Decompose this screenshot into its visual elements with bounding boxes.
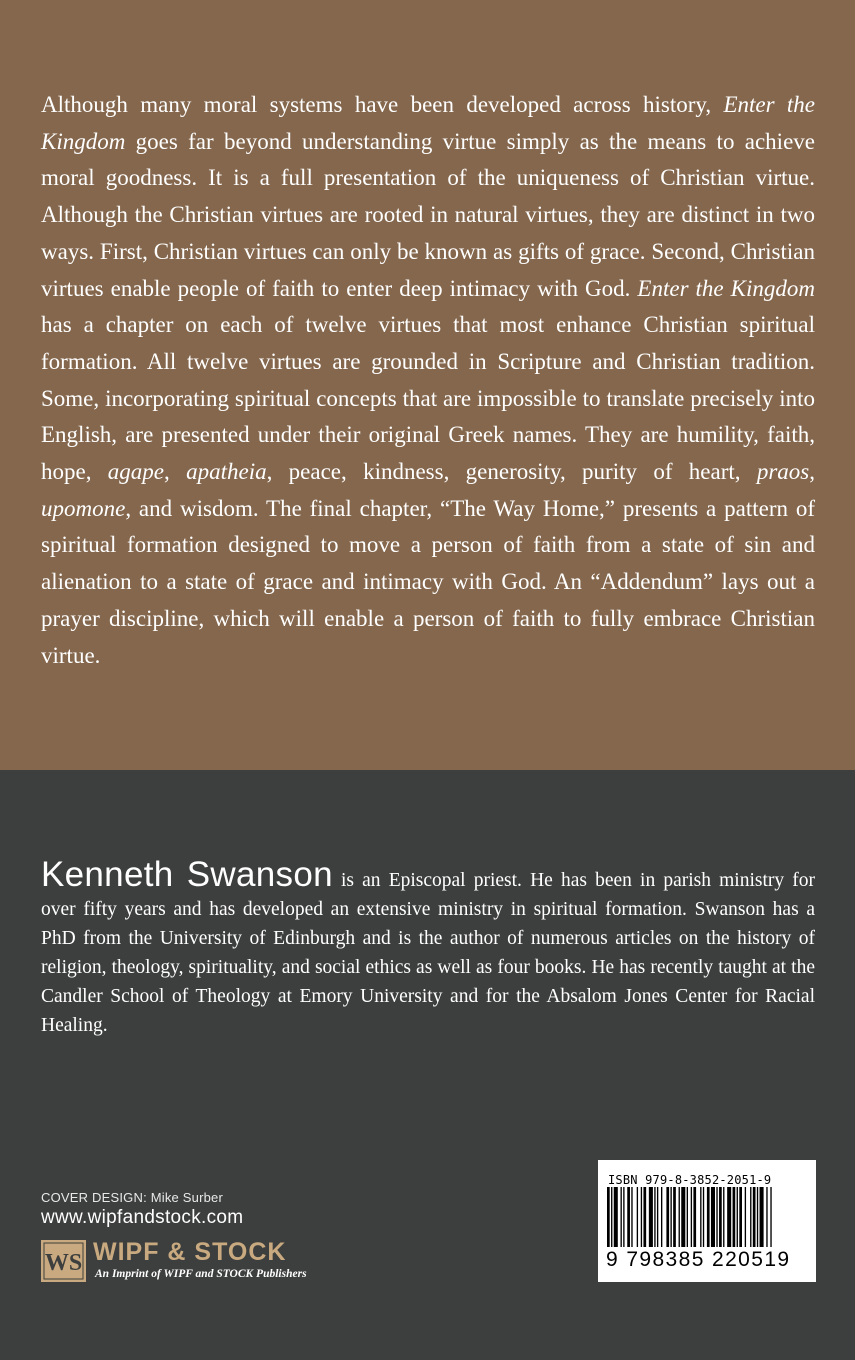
barcode-bar	[711, 1187, 715, 1247]
blurb-text-2: goes far beyond understanding virtue simply as the means to achieve moral goodness. It is a full presentation of the uniqueness of Christian virtue. Although the Christian virtues are rooted in natural virtues, they are distinct in two ways. First, Christian virtues can only be known as gifts of grace. Second, Christian virtues enable people of faith to enter deep intimacy with God.	[41, 128, 815, 301]
greek-term-agape: agape	[107, 459, 165, 485]
book-description	[41, 87, 815, 674]
barcode-bar	[760, 1187, 764, 1247]
barcode-bar	[693, 1187, 696, 1247]
barcode-bar	[733, 1187, 736, 1247]
barcode-bar	[654, 1187, 655, 1247]
barcode-bar	[623, 1187, 624, 1247]
barcode-bar	[611, 1187, 612, 1247]
cover-design-label: COVER DESIGN:	[41, 1190, 147, 1205]
barcode-bar	[643, 1187, 646, 1247]
barcode-bar	[679, 1187, 680, 1247]
barcode-bar	[641, 1187, 642, 1247]
blurb-text-5: , and wisdom. The final chapter, “The Way Home,” presents a pattern of spiritual formation designed to move a person of faith from a state of sin and alienation to a state of grace and intimacy with God. An “Addendum” lays out a prayer discipline, which will enable a person of faith to fully embrace Christian virtue.	[41, 495, 815, 668]
barcode-bar	[727, 1187, 731, 1247]
publisher-website: www.wipfandstock.com	[41, 1207, 244, 1228]
barcode-bar	[723, 1187, 724, 1247]
barcode-bar	[649, 1187, 653, 1247]
barcode-digits: 9 798385 220519	[606, 1248, 791, 1271]
barcode-bar	[661, 1187, 662, 1247]
barcode-bar	[681, 1187, 685, 1247]
cover-designer-name: Mike Surber	[146, 1190, 223, 1205]
barcode-bar	[621, 1187, 622, 1247]
barcode-bar	[757, 1187, 758, 1247]
author-name: Kenneth Swanson	[41, 855, 333, 894]
isbn-label: ISBN 979-8-3852-2051-9	[608, 1173, 772, 1187]
blurb-text-1: Although many moral systems have been developed across history,	[41, 92, 724, 117]
barcode-bar	[614, 1187, 618, 1247]
wipf-stock-logo-icon	[41, 1240, 86, 1282]
barcode-bar	[770, 1187, 771, 1247]
barcode-bar	[700, 1187, 701, 1247]
greek-term-upomone: upomone	[41, 495, 126, 521]
barcode-bar	[739, 1187, 742, 1247]
barcode-bar	[657, 1187, 658, 1247]
barcode-bar	[670, 1187, 671, 1247]
blurb-text-4: , peace, kindness, generosity, purity of heart,	[266, 459, 757, 485]
barcode-bar	[691, 1187, 692, 1247]
isbn-barcode	[598, 1160, 816, 1282]
blurb-separator: ,	[164, 459, 187, 485]
barcode-bar	[707, 1187, 710, 1247]
barcode-bar	[673, 1187, 676, 1247]
blurb-separator: ,	[809, 459, 815, 485]
barcode-bar	[637, 1187, 638, 1247]
barcode-bar	[631, 1187, 632, 1247]
book-title-italic: Enter the Kingdom	[637, 275, 815, 301]
publisher-tagline: An Imprint of WIPF and STOCK Publishers	[95, 1268, 307, 1280]
book-title-italic: Enter the Kingdom	[41, 92, 816, 154]
barcode-bar	[666, 1187, 669, 1247]
greek-term-praos: praos	[756, 459, 810, 485]
barcode-bar	[703, 1187, 704, 1247]
barcode-bar	[750, 1187, 751, 1247]
barcode-bar	[687, 1187, 688, 1247]
barcode-bar	[627, 1187, 630, 1247]
publisher-name: WIPF & STOCK	[93, 1238, 287, 1266]
barcode-bar	[753, 1187, 756, 1247]
blurb-text-3: has a chapter on each of twelve virtues that most enhance Christian spiritual formation. All twelve virtues are grounded in Scripture and Christian tradition. Some, incorporating spiritual concepts that are impossible to translate precisely into English, are presented under their original Greek names. They are humility, faith, hope,	[41, 312, 815, 485]
author-bio-text: is an Episcopal priest. He has been in parish ministry for over fifty years and has developed an extensive ministry in spiritual formation. Swanson has a PhD from the University of Edinburgh and is the author of numerous articles on the history of religion, theology, spirituality, and social ethics as well as four books. He has recently taught at the Candler School of Theology at Emory University and for the Absalom Jones Center for Racial Healing.	[41, 870, 816, 1036]
author-bio	[41, 855, 816, 1040]
greek-term-apatheia: apatheia	[186, 459, 267, 485]
barcode-bar	[716, 1187, 717, 1247]
barcode-bar	[607, 1187, 610, 1247]
logo-letters: WS	[44, 1250, 83, 1276]
barcode-bar	[766, 1187, 767, 1247]
barcode-bar	[719, 1187, 722, 1247]
barcode-bar	[745, 1187, 746, 1247]
cover-design-credit	[41, 1190, 223, 1205]
barcode-bar	[737, 1187, 738, 1247]
